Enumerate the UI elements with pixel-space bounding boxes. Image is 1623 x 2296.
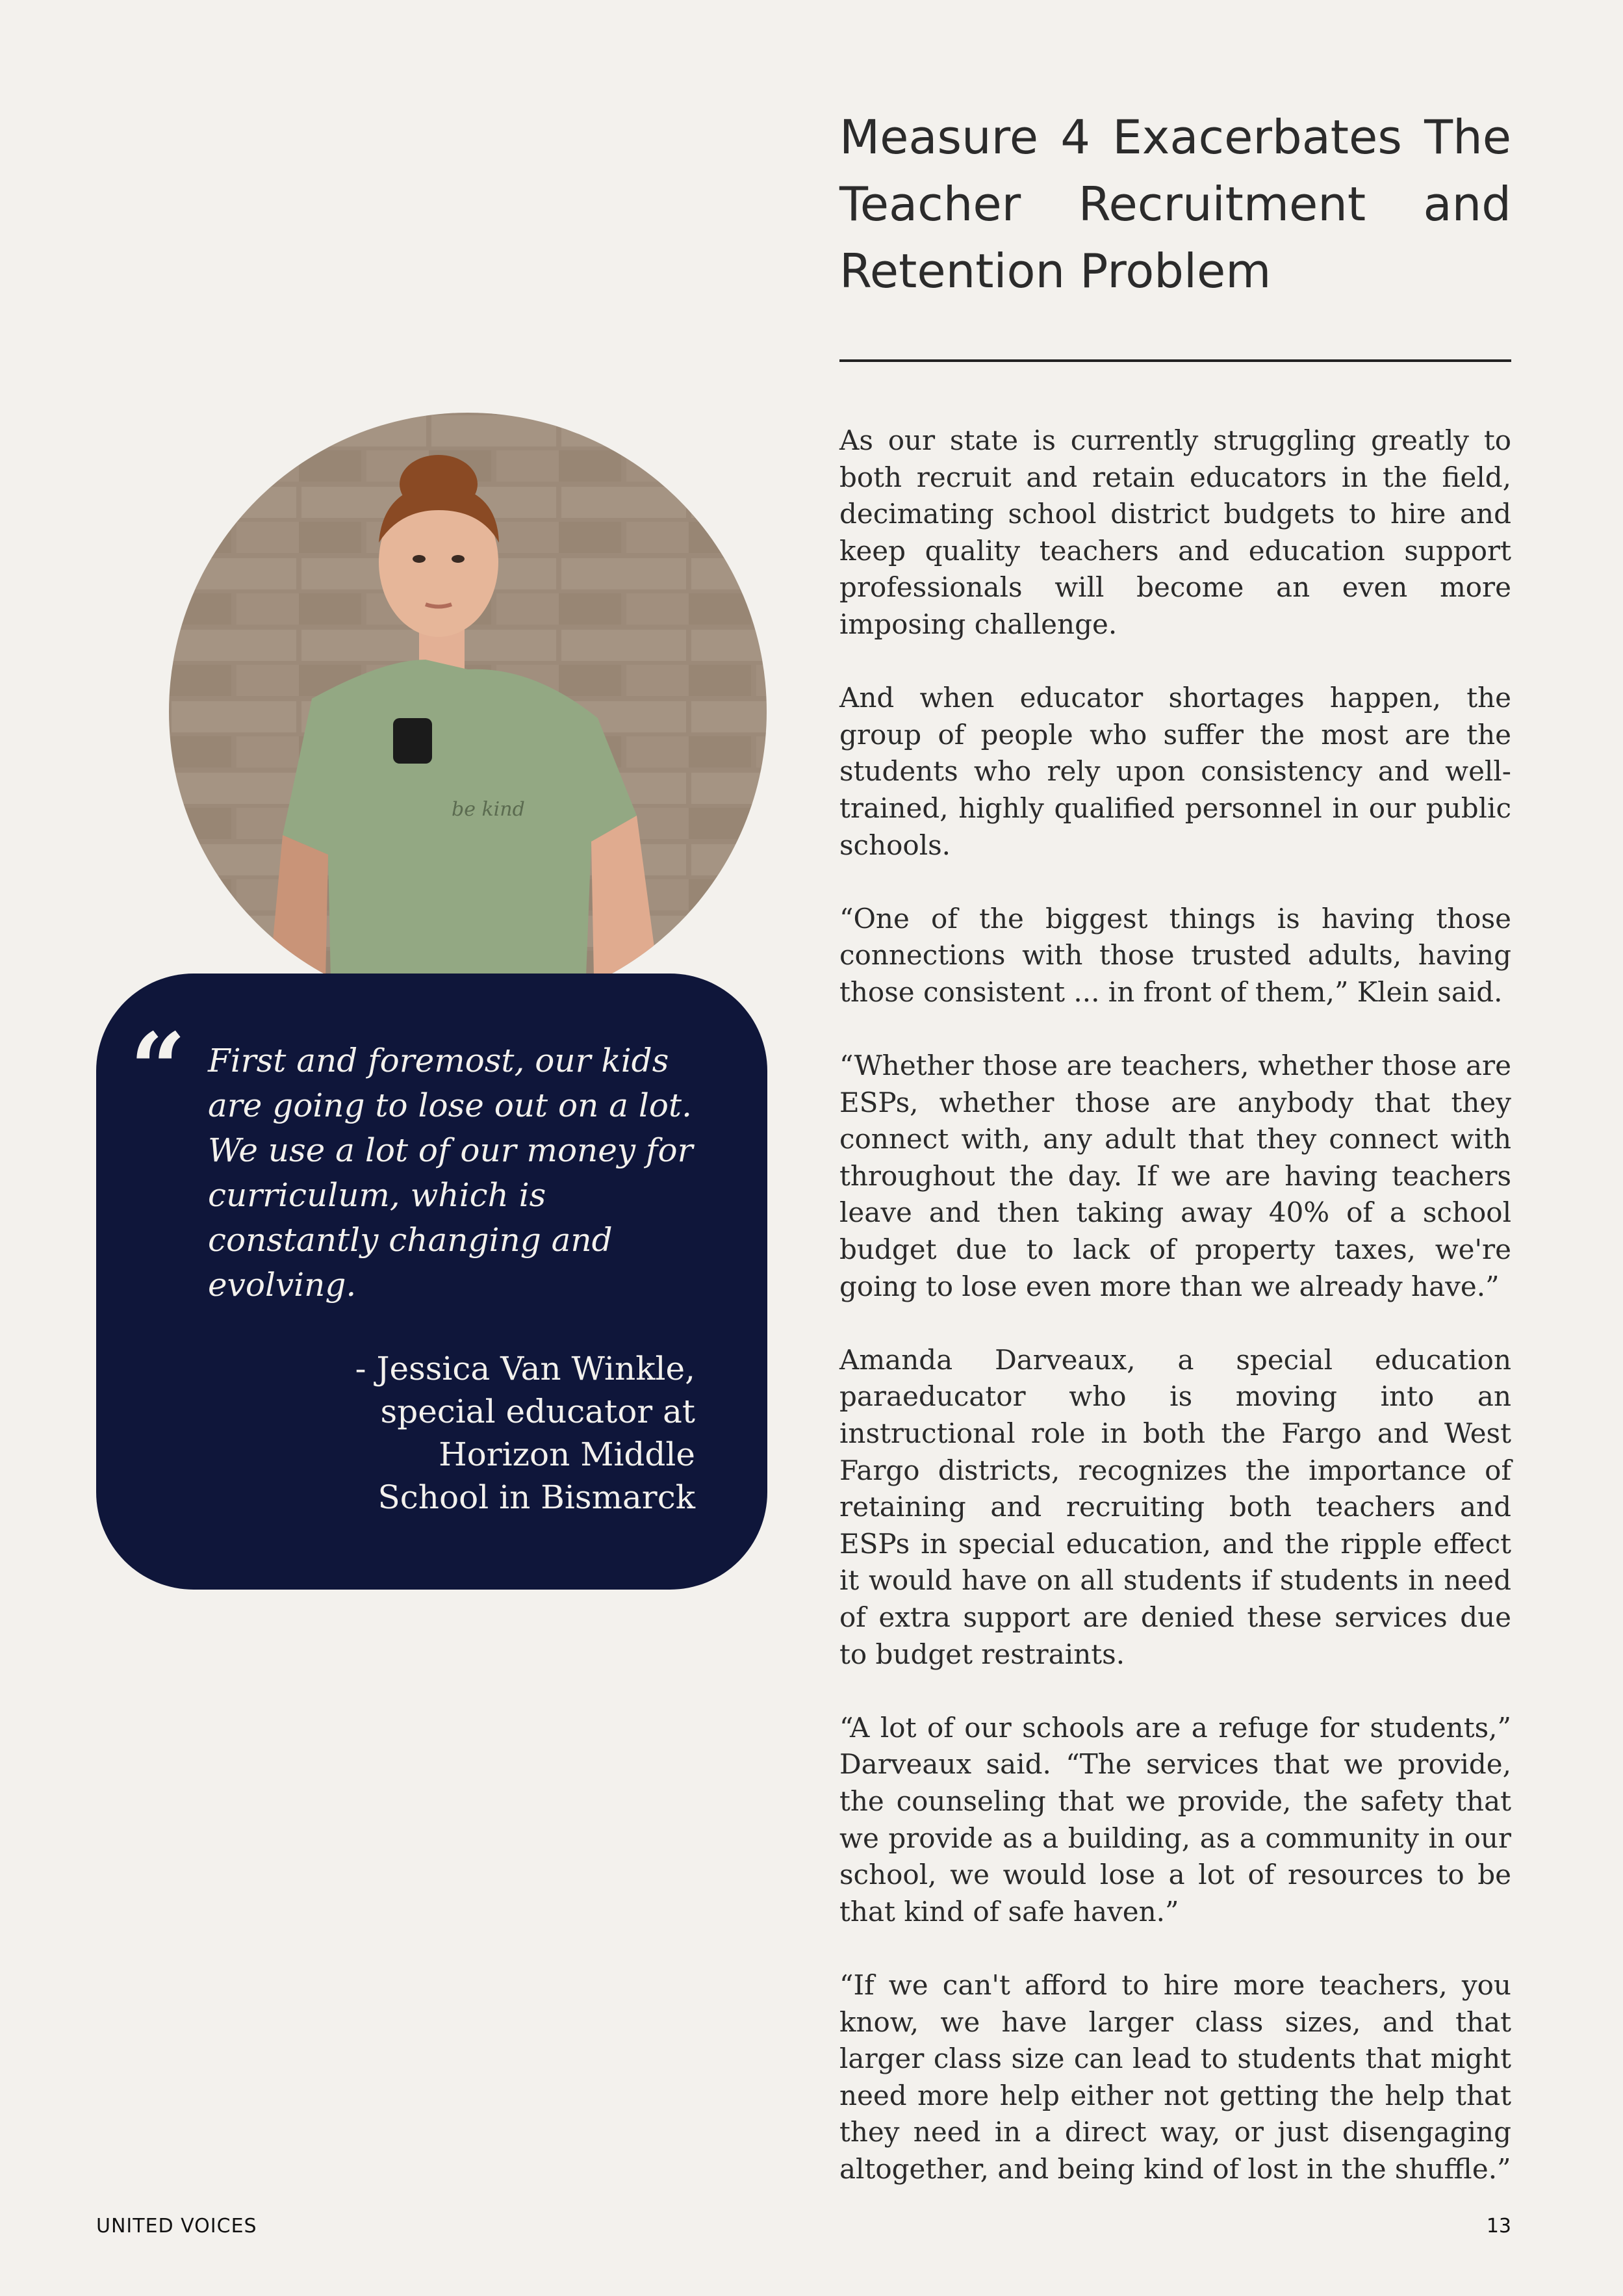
paragraph: As our state is currently struggling greatly to both recruit and retain educators in the field, decimating school district budgets to hire and keep quality teachers and education support professionals will become an even more imposing challenge. bbox=[839, 424, 1511, 640]
pull-quote-text: First and foremost, our kids are going to lose out on a lot. We use a lot of our money for curriculum, which is constantly changing and evolving. bbox=[208, 1042, 693, 1304]
article-body bbox=[839, 422, 1511, 2225]
portrait-illustration bbox=[169, 413, 767, 1011]
article-title: Measure 4 Exacerbates The Teacher Recruitment and Retention Problem bbox=[839, 110, 1511, 298]
quote-mark-icon: “ bbox=[130, 1012, 186, 1126]
paragraph: “Whether those are teachers, whether those are ESPs, whether those are anybody that they connect with, any adult that they connect with throughout the day. If we are having teachers leave and then taking away 40% of a school budget due to lack of property taxes, we're going to lose even more than we already have.” bbox=[839, 1050, 1511, 1302]
title-divider bbox=[839, 359, 1511, 362]
attribution-line: School in Bismarck bbox=[377, 1478, 695, 1516]
paragraph: Amanda Darveaux, a special education paraeducator who is moving into an instructional role in both the Fargo and West Fargo districts, recognizes the importance of retaining and recruiting both teachers and ESPs in special education, and the ripple effect it would have on all students if students in need of extra support are denied these services due to budget restraints. bbox=[839, 1343, 1511, 1670]
paragraph: “A lot of our schools are a refuge for students,” Darveaux said. “The services that we provide, the counseling that we provide, the safety that we provide as a building, as a community in our school, we would lose a lot of resources to be that kind of safe haven.” bbox=[839, 1711, 1511, 1928]
paragraph: And when educator shortages happen, the group of people who suffer the most are the students who rely upon consistency and well-trained, highly qualified personnel in our public schools. bbox=[839, 682, 1511, 861]
attribution-line: special educator at bbox=[380, 1393, 695, 1430]
page-number: 13 bbox=[1486, 2215, 1511, 2238]
publication-name: UNITED VOICES bbox=[96, 2215, 257, 2238]
shirt-text: be kind bbox=[452, 798, 525, 821]
paragraph: “If we can't afford to hire more teachers, you know, we have larger class sizes, and that larger class size can lead to students that might need more help either not getting the help that they need in a direct way, or just disengaging altogether, and being kind of lost in the shuffle.” bbox=[839, 1968, 1511, 2185]
portrait-photo bbox=[169, 413, 767, 1011]
attribution-line: - Jessica Van Winkle, bbox=[355, 1350, 695, 1387]
pull-quote-attribution bbox=[325, 1347, 695, 1519]
attribution-line: Horizon Middle bbox=[439, 1436, 695, 1473]
paragraph: “One of the biggest things is having those connections with those trusted adults, having those consistent ... in front of them,” Klein said. bbox=[839, 902, 1511, 1008]
